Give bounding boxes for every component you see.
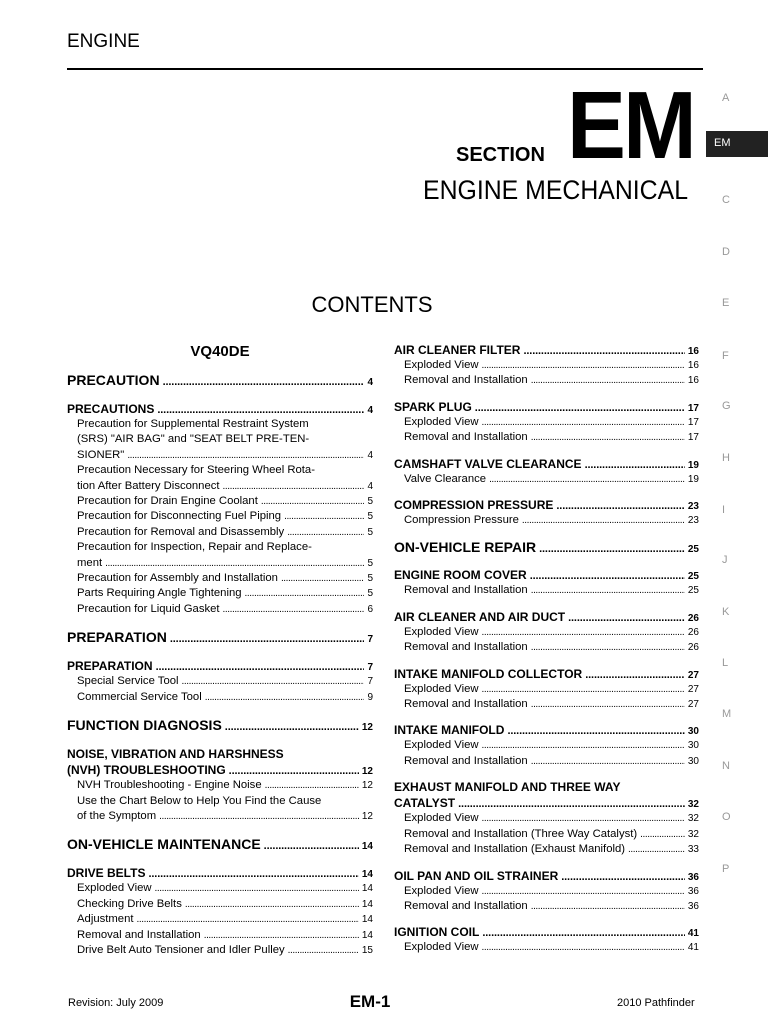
toc-entry-exhaust-removal-catalyst[interactable]: Removal and Installation (Three Way Catalyst) . . . 32: [394, 827, 699, 842]
tab-c[interactable]: C: [722, 194, 730, 206]
tab-l[interactable]: L: [722, 657, 729, 669]
header-title: ENGINE: [67, 31, 140, 52]
toc-entry-oilpan-exploded[interactable]: Exploded View . . . 36: [394, 884, 699, 899]
toc-entry-onvehicle-maintenance[interactable]: ON-VEHICLE MAINTENANCE . . . 14: [67, 836, 373, 852]
tab-i[interactable]: I: [722, 504, 726, 516]
tab-e[interactable]: E: [722, 297, 730, 309]
tab-j[interactable]: J: [722, 554, 728, 566]
toc-entry-exhaust-line1[interactable]: EXHAUST MANIFOLD AND THREE WAY: [394, 780, 621, 795]
toc-entry-collector-removal[interactable]: Removal and Installation . . . 27: [394, 697, 699, 712]
tab-m[interactable]: M: [722, 708, 732, 720]
toc-entry-srs-line2[interactable]: (SRS) "AIR BAG" and "SEAT BELT PRE-TEN-: [77, 433, 310, 446]
toc-entry-camshaft-clearance[interactable]: CAMSHAFT VALVE CLEARANCE . . . 19: [394, 457, 699, 471]
tab-n[interactable]: N: [722, 760, 730, 772]
toc-entry-nvh-chart-line1[interactable]: Use the Chart Below to Help You Find the Cause: [77, 794, 322, 807]
toc-entry-coil-exploded[interactable]: Exploded View . . . 41: [394, 940, 699, 955]
toc-entry-collector-exploded[interactable]: Exploded View . . . 27: [394, 682, 699, 697]
toc-entry-duct-removal[interactable]: Removal and Installation . . . 26: [394, 640, 699, 655]
toc-entry-belts-tensioner[interactable]: Drive Belt Auto Tensioner and Idler Pulley . . . 15: [67, 943, 373, 958]
toc-entry-srs-line3[interactable]: SIONER" . . . 4: [67, 448, 373, 463]
toc-entry-liquid-gasket[interactable]: Precaution for Liquid Gasket . . . 6: [67, 602, 373, 617]
footer-revision: Revision: July 2009: [68, 997, 164, 1009]
toc-entry-intake-collector[interactable]: INTAKE MANIFOLD COLLECTOR . . . 27: [394, 667, 699, 681]
toc-entry-angle-tightening[interactable]: Parts Requiring Angle Tightening . . . 5: [67, 586, 373, 601]
toc-entry-srs-line1[interactable]: Precaution for Supplemental Restraint System: [77, 418, 309, 430]
footer-page-number: EM-1: [349, 992, 391, 1011]
toc-entry-air-cleaner-filter[interactable]: AIR CLEANER FILTER . . . 16: [394, 343, 699, 357]
toc-entry-drive-belts[interactable]: DRIVE BELTS . . . 14: [67, 866, 373, 880]
toc-entry-spark-plug[interactable]: SPARK PLUG . . . 17: [394, 400, 699, 414]
toc-entry-manifold-exploded[interactable]: Exploded View . . . 30: [394, 738, 699, 753]
toc-entry-nvh-line1[interactable]: NOISE, VIBRATION AND HARSHNESS: [67, 747, 284, 762]
tab-a[interactable]: A: [722, 92, 730, 104]
toc-entry-plug-exploded[interactable]: Exploded View . . . 17: [394, 415, 699, 430]
tab-p[interactable]: P: [722, 863, 730, 875]
toc-entry-duct-exploded[interactable]: Exploded View . . . 26: [394, 625, 699, 640]
toc-entry-air-cleaner-duct[interactable]: AIR CLEANER AND AIR DUCT . . . 26: [394, 610, 699, 624]
toc-entry-battery-line2[interactable]: tion After Battery Disconnect . . . 4: [67, 479, 373, 494]
toc-entry-plug-removal[interactable]: Removal and Installation . . . 17: [394, 430, 699, 445]
toc-entry-inspection-line1[interactable]: Precaution for Inspection, Repair and Replace-: [77, 541, 312, 554]
tab-k[interactable]: K: [722, 606, 730, 618]
tab-o[interactable]: O: [722, 811, 731, 823]
tab-g[interactable]: G: [722, 400, 731, 412]
footer-model: 2010 Pathfinder: [617, 997, 695, 1009]
toc-entry-nvh-engine-noise[interactable]: NVH Troubleshooting - Engine Noise . . . 12: [67, 778, 373, 793]
toc-entry-nvh-chart-line2[interactable]: of the Symptom . . . 12: [67, 809, 373, 824]
tab-h[interactable]: H: [722, 452, 730, 464]
toc-left-column: [67, 343, 373, 958]
engine-model: VQ40DE: [190, 343, 250, 360]
toc-entry-intake-manifold[interactable]: INTAKE MANIFOLD . . . 30: [394, 723, 699, 737]
toc-entry-precaution[interactable]: PRECAUTION . . . 4: [67, 372, 373, 388]
section-code: EM: [567, 72, 694, 179]
toc-entry-oilpan-removal[interactable]: Removal and Installation . . . 36: [394, 899, 699, 914]
toc-entry-commercial-tool[interactable]: Commercial Service Tool . . . 9: [67, 690, 373, 705]
toc-entry-assembly[interactable]: Precaution for Assembly and Installation . . . 5: [67, 571, 373, 586]
toc-entry-ignition-coil[interactable]: IGNITION COIL . . . 41: [394, 925, 699, 939]
toc-entry-function-diagnosis[interactable]: FUNCTION DIAGNOSIS . . . 12: [67, 717, 373, 733]
section-word: SECTION: [456, 144, 545, 166]
toc-entry-belts-checking[interactable]: Checking Drive Belts . . . 14: [67, 897, 373, 912]
toc-entry-preparation-section[interactable]: PREPARATION . . . 7: [67, 629, 373, 645]
toc-entry-belts-adjustment[interactable]: Adjustment . . . 14: [67, 912, 373, 927]
tab-d[interactable]: D: [722, 246, 730, 258]
toc-entry-compression-pressure[interactable]: COMPRESSION PRESSURE . . . 23: [394, 498, 699, 512]
tab-f[interactable]: F: [722, 350, 729, 362]
toc-entry-filter-removal[interactable]: Removal and Installation . . . 16: [394, 373, 699, 388]
toc-entry-manifold-removal[interactable]: Removal and Installation . . . 30: [394, 754, 699, 769]
toc-entry-fuel-piping[interactable]: Precaution for Disconnecting Fuel Piping . . . 5: [67, 509, 373, 524]
toc-entry-belts-removal[interactable]: Removal and Installation . . . 14: [67, 928, 373, 943]
contents-title: CONTENTS: [311, 292, 433, 317]
toc-entry-removal-disassembly[interactable]: Precaution for Removal and Disassembly . . . 5: [67, 525, 373, 540]
toc-entry-exhaust-line2[interactable]: CATALYST . . . 32: [394, 796, 699, 810]
toc-entry-inspection-line2[interactable]: ment . . . 5: [67, 556, 373, 571]
toc-entry-valve-clearance[interactable]: Valve Clearance . . . 19: [394, 472, 699, 487]
toc-entry-compression-sub[interactable]: Compression Pressure . . . 23: [394, 513, 699, 528]
toc-entry-onvehicle-repair[interactable]: ON-VEHICLE REPAIR . . . 25: [394, 539, 699, 555]
tab-em[interactable]: EM: [706, 131, 768, 157]
toc-entry-oil-pan[interactable]: OIL PAN AND OIL STRAINER . . . 36: [394, 869, 699, 883]
section-name: ENGINE MECHANICAL: [423, 175, 689, 205]
toc-right-column: [394, 343, 699, 956]
toc-entry-drain-coolant[interactable]: Precaution for Drain Engine Coolant . . . 5: [67, 494, 373, 509]
toc-entry-belts-exploded[interactable]: Exploded View . . . 14: [67, 881, 373, 896]
toc-entry-preparation[interactable]: PREPARATION . . . 7: [67, 659, 373, 673]
toc-entry-filter-exploded[interactable]: Exploded View . . . 16: [394, 358, 699, 373]
header-rule: [67, 68, 703, 70]
toc-entry-engine-room-cover[interactable]: ENGINE ROOM COVER . . . 25: [394, 568, 699, 582]
toc-entry-nvh-line2[interactable]: (NVH) TROUBLESHOOTING . . . 12: [67, 763, 373, 777]
toc-entry-exhaust-removal-manifold[interactable]: Removal and Installation (Exhaust Manifold) . . . 33: [394, 842, 699, 857]
toc-entry-cover-removal[interactable]: Removal and Installation . . . 25: [394, 583, 699, 598]
toc-entry-exhaust-exploded[interactable]: Exploded View . . . 32: [394, 811, 699, 826]
toc-entry-precautions[interactable]: PRECAUTIONS . . . 4: [67, 402, 373, 416]
toc-entry-special-tool[interactable]: Special Service Tool . . . 7: [67, 674, 373, 689]
toc-entry-battery-line1[interactable]: Precaution Necessary for Steering Wheel Rota-: [77, 464, 315, 477]
